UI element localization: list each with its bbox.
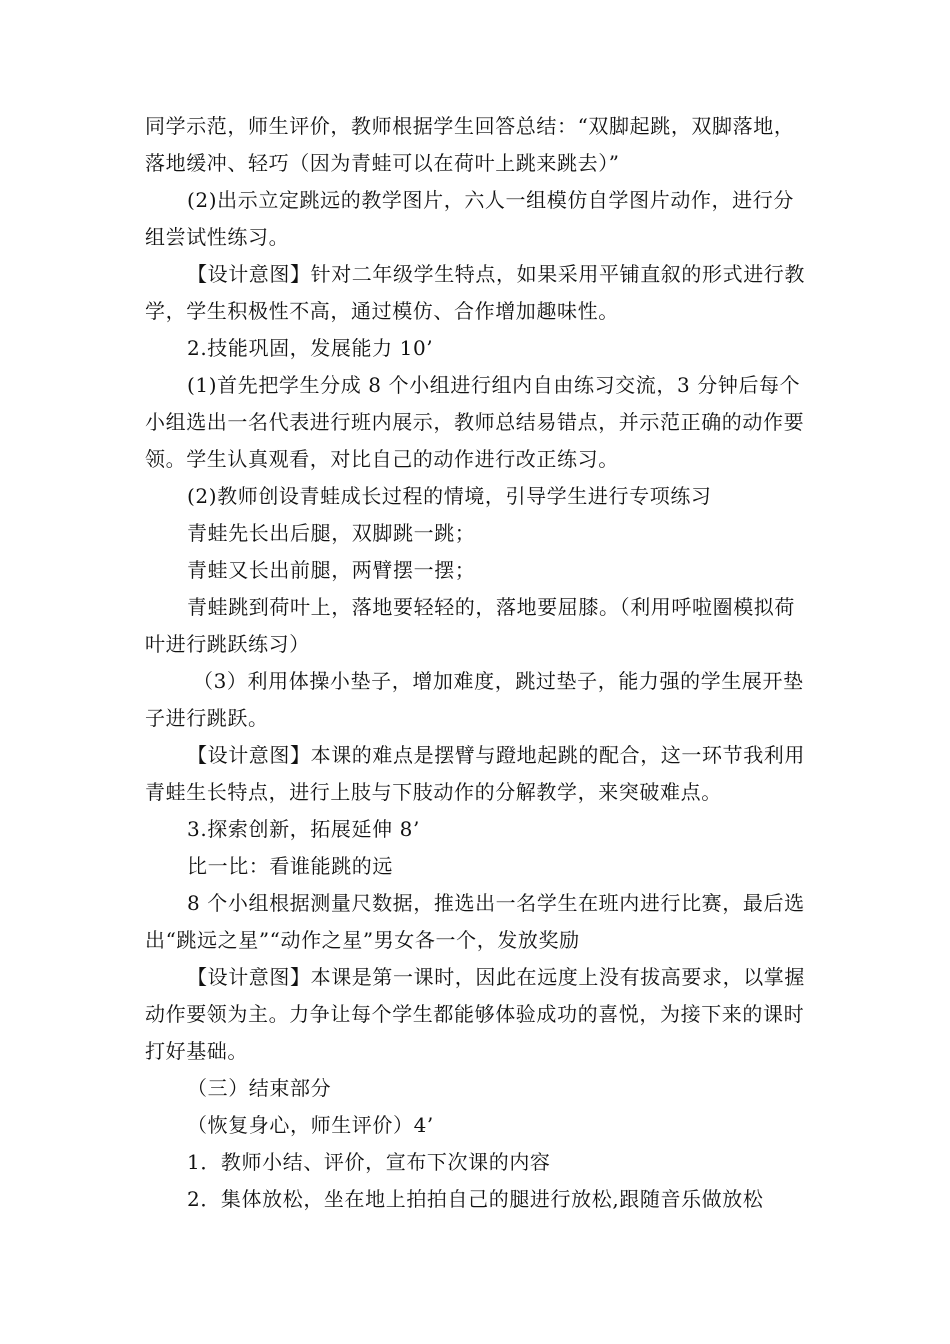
document-body [145,108,810,1218]
paragraph-design-intent-2: 【设计意图】本课的难点是摆臂与蹬地起跳的配合，这一环节我利用青蛙生长特点，进行上肢与下肢动作的分解教学，来突破难点。 [145,743,805,804]
list-item-group-relax: 2．集体放松，坐在地上拍拍自己的腿进行放松,跟随音乐做放松 [187,1187,764,1211]
section-heading-skill-consolidation: 2.技能巩固，发展能力 10’ [187,336,434,360]
paragraph-design-intent-3: 【设计意图】本课是第一课时，因此在远度上没有拔高要求，以掌握动作要领为主。力争让每个学生都能够体验成功的喜悦，为接下来的课时打好基础。 [145,965,805,1063]
paragraph-demo-summary: 同学示范，师生评价，教师根据学生回答总结：“双脚起跳，双脚落地，落地缓冲、轻巧（因为青蛙可以在荷叶上跳来跳去）” [145,114,795,175]
section-heading-exploration: 3.探索创新，拓展延伸 8’ [187,817,420,841]
paragraph-compare: 比一比：看谁能跳的远 [187,854,393,878]
list-item-teacher-summary: 1．教师小结、评价，宣布下次课的内容 [187,1150,551,1174]
paragraph-frog-hind-legs: 青蛙先长出后腿，双脚跳一跳； [187,521,476,545]
paragraph-gym-mat: （3）利用体操小垫子，增加难度，跳过垫子，能力强的学生展开垫子进行跳跃。 [145,669,804,730]
paragraph-design-intent-1: 【设计意图】针对二年级学生特点，如果采用平铺直叙的形式进行教学，学生积极性不高，通过模仿、合作增加趣味性。 [145,262,805,323]
paragraph-group-practice: (1)首先把学生分成 8 个小组进行组内自由练习交流，3 分钟后每个小组选出一名代表进行班内展示，教师总结易错点，并示范正确的动作要领。学生认真观看，对比自己的动作进行改正练习。 [145,373,805,471]
paragraph-frog-front-legs: 青蛙又长出前腿，两臂摆一摆； [187,558,476,582]
paragraph-recovery: （恢复身心，师生评价）4’ [187,1113,434,1137]
paragraph-picture-practice: (2)出示立定跳远的教学图片，六人一组模仿自学图片动作，进行分组尝试性练习。 [145,188,794,249]
paragraph-frog-lotus-leaf: 青蛙跳到荷叶上，落地要轻轻的，落地要屈膝。（利用呼啦圈模拟荷叶进行跳跃练习） [145,595,795,656]
paragraph-frog-scenario: (2)教师创设青蛙成长过程的情境，引导学生进行专项练习 [187,484,712,508]
section-heading-ending: （三）结束部分 [187,1076,332,1100]
paragraph-competition: 8 个小组根据测量尺数据，推选出一名学生在班内进行比赛，最后选出“跳远之星”“动作之星”男女各一个，发放奖励 [145,891,805,952]
